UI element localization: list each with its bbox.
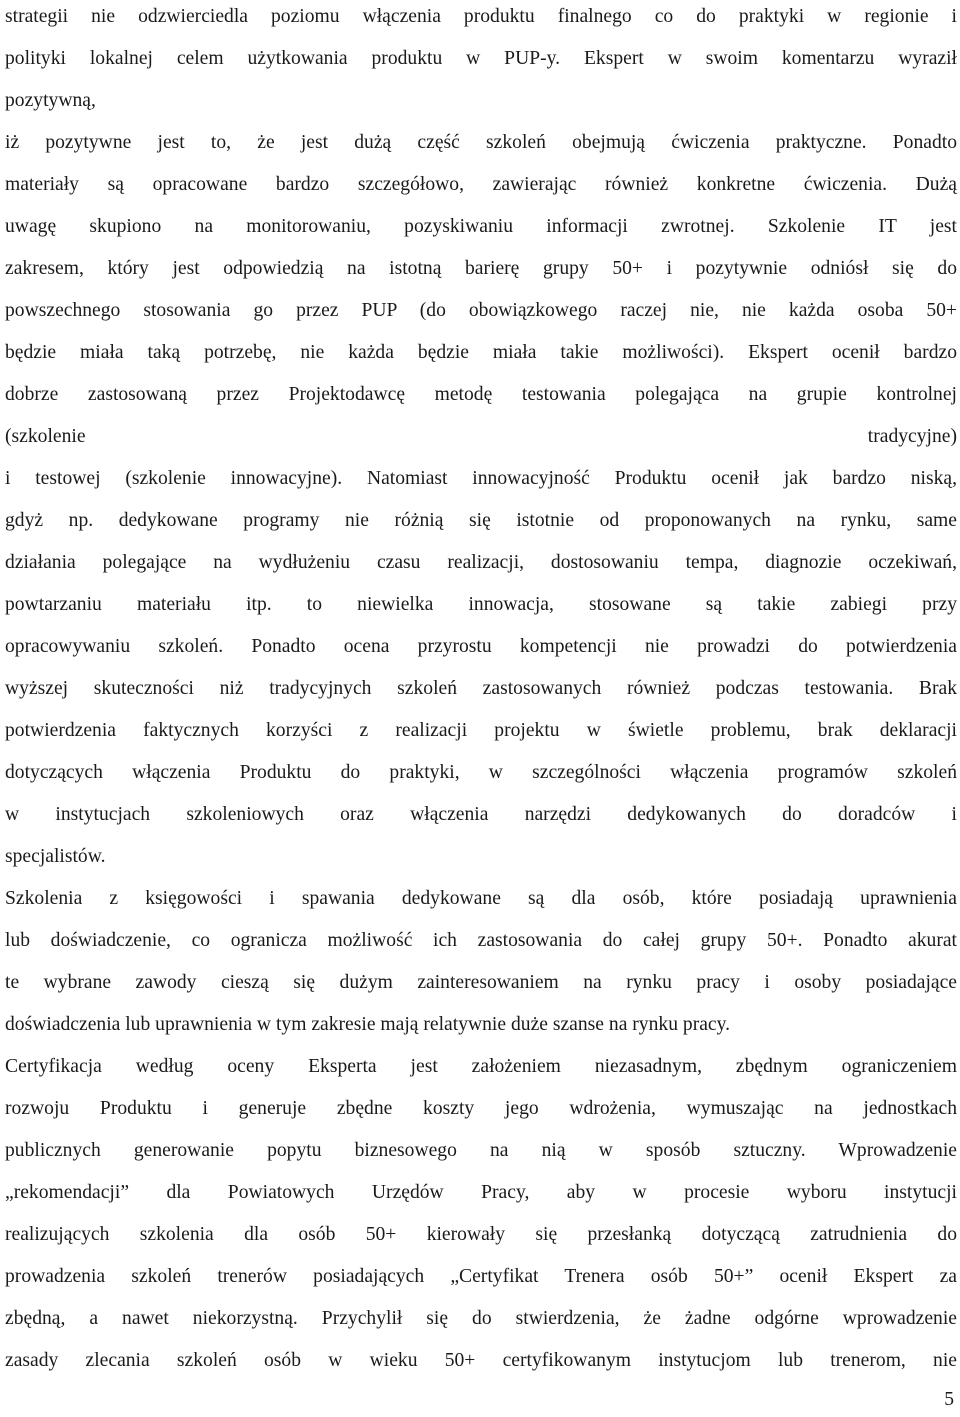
- text-line: wyższej skuteczności niż tradycyjnych szkoleń zastosowanych również podczas testowania. Brak: [5, 678, 957, 699]
- text-line: (szkolenie tradycyjne): [5, 426, 957, 447]
- text-line: działania polegające na wydłużeniu czasu realizacji, dostosowaniu tempa, diagnozie oczekiwań,: [5, 552, 957, 573]
- text-line: potwierdzenia faktycznych korzyści z realizacji projektu w świetle problemu, brak deklaracji: [5, 720, 957, 741]
- text-line: „rekomendacji” dla Powiatowych Urzędów Pracy, aby w procesie wyboru instytucji: [5, 1182, 957, 1203]
- text-line: iż pozytywne jest to, że jest dużą część szkoleń obejmują ćwiczenia praktyczne. Ponadto: [5, 132, 957, 153]
- document-page: [5, 0, 957, 1382]
- text-line: prowadzenia szkoleń trenerów posiadających „Certyfikat Trenera osób 50+” ocenił Ekspert za: [5, 1266, 957, 1287]
- text-line: powszechnego stosowania go przez PUP (do obowiązkowego raczej nie, nie każda osoba 50+: [5, 300, 957, 321]
- text-line: doświadczenia lub uprawnienia w tym zakresie mają relatywnie duże szanse na rynku pracy.: [5, 1014, 731, 1035]
- text-line: w instytucjach szkoleniowych oraz włączenia narzędzi dedykowanych do doradców i: [5, 804, 957, 825]
- text-line: i testowej (szkolenie innowacyjne). Natomiast innowacyjność Produktu ocenił jak bardzo niską,: [5, 468, 957, 489]
- text-line: publicznych generowanie popytu biznesowego na nią w sposób sztuczny. Wprowadzenie: [5, 1140, 957, 1161]
- text-line: specjalistów.: [5, 846, 106, 867]
- text-line: zbędną, a nawet niekorzystną. Przychylił się do stwierdzenia, że żadne odgórne wprowadzenie: [5, 1308, 957, 1329]
- page-number: 5: [944, 1389, 954, 1410]
- text-line: dotyczących włączenia Produktu do praktyki, w szczególności włączenia programów szkoleń: [5, 762, 957, 783]
- text-line: powtarzaniu materiału itp. to niewielka innowacja, stosowane są takie zabiegi przy: [5, 594, 957, 615]
- text-line: gdyż np. dedykowane programy nie różnią się istotnie od proponowanych na rynku, same: [5, 510, 957, 531]
- text-line: Certyfikacja według oceny Eksperta jest założeniem niezasadnym, zbędnym ograniczeniem: [5, 1056, 957, 1077]
- text-line: te wybrane zawody cieszą się dużym zainteresowaniem na rynku pracy i osoby posiadające: [5, 972, 957, 993]
- text-line: zasady zlecania szkoleń osób w wieku 50+ certyfikowanym instytucjom lub trenerom, nie: [5, 1350, 957, 1371]
- text-line: realizujących szkolenia dla osób 50+ kierowały się przesłanką dotyczącą zatrudnienia do: [5, 1224, 957, 1245]
- text-line: Szkolenia z księgowości i spawania dedykowane są dla osób, które posiadają uprawnienia: [5, 888, 957, 909]
- text-line: zakresem, który jest odpowiedzią na istotną barierę grupy 50+ i pozytywnie odniósł się do: [5, 258, 957, 279]
- text-line: dobrze zastosowaną przez Projektodawcę metodę testowania polegająca na grupie kontrolnej: [5, 384, 957, 405]
- body-text: [5, 0, 957, 1382]
- text-line: polityki lokalnej celem użytkowania produktu w PUP-y. Ekspert w swoim komentarzu wyraził: [5, 48, 957, 69]
- text-line: uwagę skupiono na monitorowaniu, pozyskiwaniu informacji zwrotnej. Szkolenie IT jest: [5, 216, 957, 237]
- text-line: rozwoju Produktu i generuje zbędne koszty jego wdrożenia, wymuszając na jednostkach: [5, 1098, 957, 1119]
- text-line: opracowywaniu szkoleń. Ponadto ocena przyrostu kompetencji nie prowadzi do potwierdzenia: [5, 636, 957, 657]
- text-line: będzie miała taką potrzebę, nie każda będzie miała takie możliwości). Ekspert ocenił bardzo: [5, 342, 957, 363]
- text-line: pozytywną,: [5, 90, 96, 111]
- text-line: strategii nie odzwierciedla poziomu włączenia produktu finalnego co do praktyki w regionie i: [5, 6, 957, 27]
- text-line: materiały są opracowane bardzo szczegółowo, zawierając również konkretne ćwiczenia. Dużą: [5, 174, 957, 195]
- text-line: lub doświadczenie, co ogranicza możliwość ich zastosowania do całej grupy 50+. Ponadto akurat: [5, 930, 957, 951]
